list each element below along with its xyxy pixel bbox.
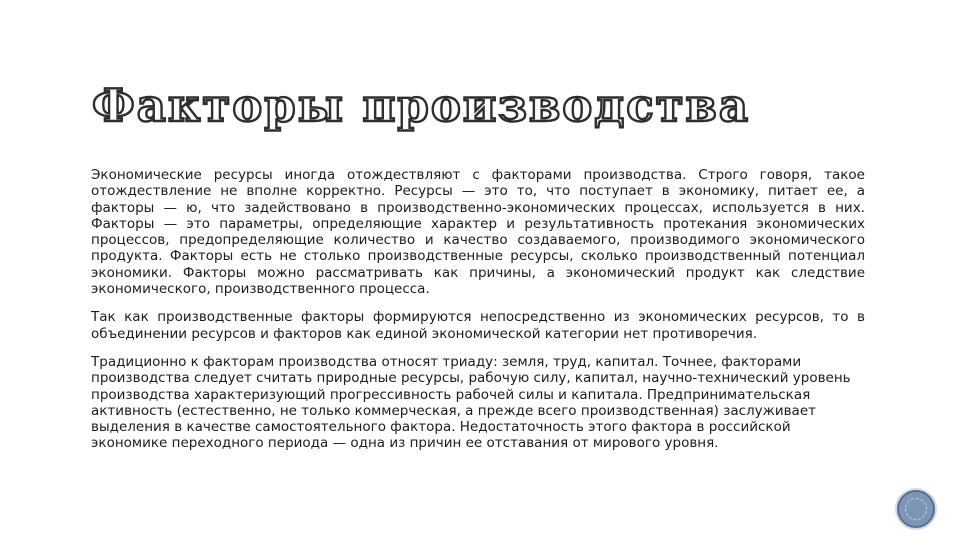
slide-body bbox=[91, 167, 865, 452]
paragraph-traditional-triad: Традиционно к факторам производства относят триаду: земля, труд, капитал. Точнее, факторами производства следует считать природные ресурсы, рабочую силу, капитал, научно-технический уровень производства характеризующий прогрессивность рабочей силы и капитала. Предпринимательская активность (естественно, не только коммерческая, а прежде всего производственная) заслуживает выделения в качестве самостоятельного фактора. Недостаточность этого фактора в российской экономике переходного периода — одна из причин ее отставания от мирового уровня. bbox=[91, 353, 851, 452]
circle-badge-icon bbox=[897, 490, 935, 528]
slide-title: Факторы производства bbox=[92, 79, 750, 132]
paragraph-resources-vs-factors: Экономические ресурсы иногда отождествляют с факторами производства. Строго говоря, такое отождествление не вполне корректно. Ресурсы — это то, что поступает в экономику, питает ее, а факторы — ю, что задействовано в производственно-экономических процессах, используется в них. Факторы — это параметры, определяющие характер и результативность протекания экономических процессов, предопределяющие количество и качество создаваемого, производимого экономического продукта. Факторы есть не столько производственные ресурсы, сколько производственный потенциал экономики. Факторы можно рассматривать как причины, а экономический продукт как следствие экономического, производственного процесса. bbox=[91, 167, 865, 298]
paragraph-factors-from-resources: Так как производственные факторы формируются непосредственно из экономических ресурсов, то в объединении ресурсов и факторов как единой экономической категории нет противоречия. bbox=[91, 309, 865, 342]
